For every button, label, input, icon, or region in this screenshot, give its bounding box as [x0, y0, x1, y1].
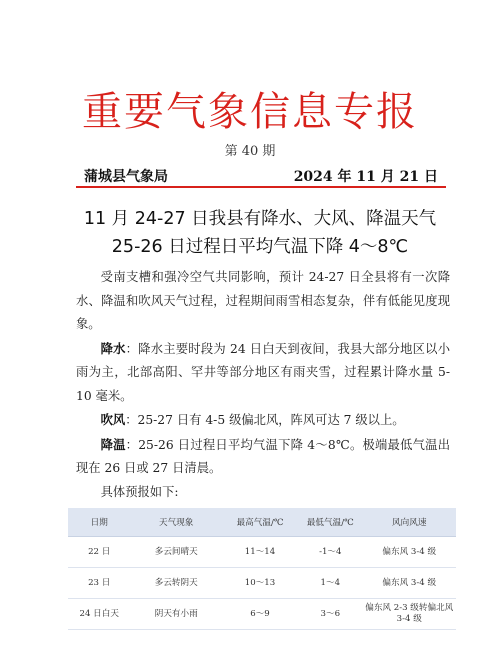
issue-date: 2024 年 11 月 21 日: [293, 169, 438, 185]
cell-min-temp: 1～4: [298, 568, 362, 599]
table-row: [68, 599, 456, 630]
cell-weather: 多云转阴天: [130, 568, 222, 599]
table-row: [68, 537, 456, 568]
wind-label: 吹风: [100, 412, 126, 427]
cooling-label: 降温: [100, 436, 126, 452]
cell-date: 24 日白天: [68, 599, 130, 630]
headline-line-2: 25-26 日过程日平均气温下降 4～8℃: [111, 237, 409, 257]
header-divider: [76, 186, 446, 188]
cell-max-temp: 11～14: [222, 537, 298, 568]
intro-paragraph: 受南支槽和强冷空气共同影响，预计 24-27 日全县将有一次降水、降温和吹风天气过程，过程期间雨雪相态复杂，伴有低能见度现象。: [76, 270, 450, 331]
headline-line-1: 11 月 24-27 日我县有降水、大风、降温天气: [83, 209, 437, 229]
table-row: [68, 568, 456, 599]
forecast-table: [68, 508, 456, 630]
header-weather: 天气现象: [130, 508, 222, 537]
wind-paragraph: [76, 408, 450, 433]
issue-number: 第 40 期: [224, 144, 276, 159]
cooling-text: ：25-26 日过程日平均气温下降 4～8℃。极端最低气温出现在 26 日或 27 日清晨。: [76, 437, 450, 475]
rain-paragraph: [76, 337, 450, 409]
rain-label: 降水: [100, 340, 126, 356]
cell-wind: 偏东风 3-4 级: [363, 537, 457, 568]
cell-wind: 偏东风 2-3 级转偏北风 3-4 级: [363, 599, 457, 630]
cell-min-temp: -1～4: [298, 537, 362, 568]
cooling-paragraph: [76, 433, 450, 481]
rain-text: ：降水主要时段为 24 日白天到夜间，我县大部分地区以小雨为主，北部高阳、罕井等部分地区有雨夹雪，过程累计降水量 5-10 毫米。: [76, 341, 450, 403]
issuer-name: 蒲城县气象局: [84, 169, 168, 185]
cell-date: 22 日: [68, 537, 130, 568]
header-max-temp: 最高气温/℃: [222, 508, 298, 537]
cell-weather: 多云间晴天: [130, 537, 222, 568]
headline: [60, 205, 460, 261]
cell-date: 23 日: [68, 568, 130, 599]
header-wind: 风向风速: [363, 508, 457, 537]
header-date: 日期: [68, 508, 130, 537]
bulletin-title: 重要气象信息专报: [82, 89, 418, 135]
cell-max-temp: 6～9: [222, 599, 298, 630]
wind-text: ：25-27 日有 4-5 级偏北风，阵风可达 7 级以上。: [125, 413, 405, 427]
cell-wind: 偏东风 3-4 级: [363, 568, 457, 599]
table-header-row: [68, 508, 456, 537]
cell-max-temp: 10～13: [222, 568, 298, 599]
cell-min-temp: 3～6: [298, 599, 362, 630]
header-min-temp: 最低气温/℃: [298, 508, 362, 537]
cell-weather: 阴天有小雨: [130, 599, 222, 630]
forecast-intro: 具体预报如下:: [100, 484, 179, 499]
body-text: [76, 266, 450, 504]
